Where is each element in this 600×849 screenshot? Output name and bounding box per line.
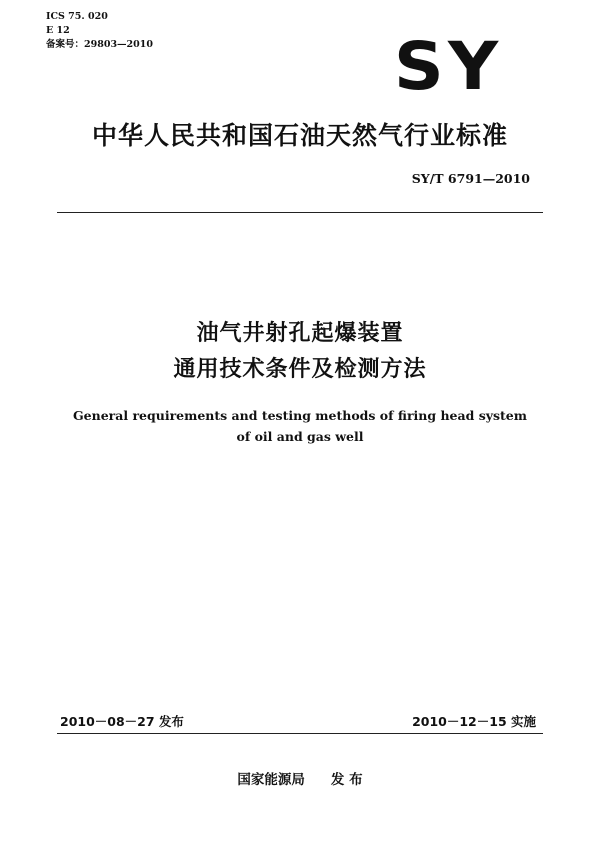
sy-logo: SY xyxy=(393,28,502,105)
chinese-title-line-2: 通用技术条件及检测方法 xyxy=(173,357,427,382)
top-divider xyxy=(57,212,543,213)
english-title-line-1: General requirements and testing methods of firing head system xyxy=(73,408,527,423)
bottom-divider xyxy=(57,733,543,734)
chinese-title-line-1: 油气井射孔起爆装置 xyxy=(196,321,404,346)
english-title-line-2: of oil and gas well xyxy=(236,429,364,444)
record-number: 备案号：29803—2010 xyxy=(46,39,153,50)
category-code: E 12 xyxy=(46,25,70,36)
standard-number: SY/T 6791—2010 xyxy=(411,171,530,186)
implementation-date: 2010－12－15 实施 xyxy=(412,714,536,729)
standard-authority-title: 中华人民共和国石油天然气行业标准 xyxy=(91,121,508,150)
issuer-action: 发 布 xyxy=(330,772,363,788)
ics-code: ICS 75. 020 xyxy=(46,11,108,22)
issue-date: 2010－08－27 发布 xyxy=(60,714,184,729)
metadata-block xyxy=(46,10,153,52)
issuer-line xyxy=(0,768,600,788)
issuer-name: 国家能源局 xyxy=(237,772,305,788)
